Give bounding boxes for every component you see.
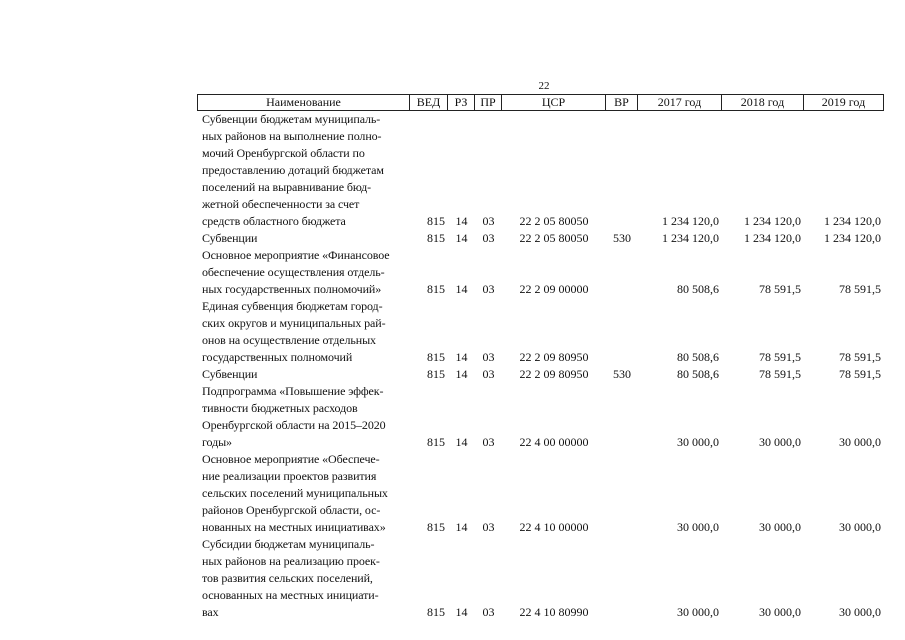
row-ved: 815 xyxy=(427,350,445,364)
row-rz: 14 xyxy=(455,435,468,449)
header-name: Наименование xyxy=(197,94,410,111)
row-name: Единая субвенция бюджетам город- ских округов и муниципальных рай- онов на осуществление отдельных государственных полномочий xyxy=(202,299,386,364)
row-value-2017: 1 234 120,0 xyxy=(662,231,719,245)
row-csr: 22 2 09 80950 xyxy=(519,367,589,381)
row-value-2017: 30 000,0 xyxy=(677,520,719,534)
row-value-2017: 1 234 120,0 xyxy=(662,214,719,228)
row-csr: 22 2 09 00000 xyxy=(519,282,589,296)
row-value-2017: 80 508,6 xyxy=(677,367,719,381)
row-vr: 530 xyxy=(613,231,631,245)
table-row xyxy=(197,383,884,451)
row-name: Субвенции бюджетам муниципаль- ных районов на выполнение полно- мочий Оренбургской области по предоставлению дотаций бюджетам поселений на выравнивание бюд- жетной обеспеченности за счет средств областного бюджета xyxy=(202,112,384,228)
row-value-2018: 30 000,0 xyxy=(759,435,801,449)
row-pr: 03 xyxy=(482,214,495,228)
row-value-2018: 78 591,5 xyxy=(759,282,801,296)
row-name: Субвенции xyxy=(202,231,258,245)
row-rz: 14 xyxy=(455,367,468,381)
row-value-2019: 1 234 120,0 xyxy=(824,214,881,228)
row-value-2019: 30 000,0 xyxy=(839,520,881,534)
header-2017: 2017 год xyxy=(638,94,722,111)
row-pr: 03 xyxy=(482,282,495,296)
row-ved: 815 xyxy=(427,605,445,619)
row-rz: 14 xyxy=(455,231,468,245)
row-ved: 815 xyxy=(427,435,445,449)
row-value-2018: 78 591,5 xyxy=(759,350,801,364)
row-name: Подпрограмма «Повышение эффек- тивности бюджетных расходов Оренбургской области на 2015–2020 годы» xyxy=(202,384,386,449)
table-row xyxy=(197,230,884,247)
row-csr: 22 2 05 80050 xyxy=(519,214,589,228)
budget-table xyxy=(197,94,884,621)
row-value-2019: 78 591,5 xyxy=(839,350,881,364)
row-value-2018: 1 234 120,0 xyxy=(744,231,801,245)
row-ved: 815 xyxy=(427,214,445,228)
table-row xyxy=(197,298,884,366)
row-value-2019: 78 591,5 xyxy=(839,282,881,296)
row-name: Основное мероприятие «Обеспече- ние реализации проектов развития сельских поселений муниципальных районов Оренбургской области, ос- нованных на местных инициативах» xyxy=(202,452,388,534)
row-vr: 530 xyxy=(613,367,631,381)
header-rz: РЗ xyxy=(448,94,475,111)
row-ved: 815 xyxy=(427,231,445,245)
row-pr: 03 xyxy=(482,231,495,245)
table-body xyxy=(197,111,884,621)
row-value-2017: 80 508,6 xyxy=(677,282,719,296)
header-2019: 2019 год xyxy=(804,94,884,111)
table-row xyxy=(197,111,884,230)
page-number: 22 xyxy=(538,80,550,92)
row-csr: 22 4 10 00000 xyxy=(519,520,589,534)
row-value-2019: 78 591,5 xyxy=(839,367,881,381)
row-ved: 815 xyxy=(427,520,445,534)
row-csr: 22 4 10 80990 xyxy=(519,605,589,619)
row-ved: 815 xyxy=(427,282,445,296)
row-value-2019: 30 000,0 xyxy=(839,435,881,449)
row-value-2017: 30 000,0 xyxy=(677,605,719,619)
row-value-2018: 30 000,0 xyxy=(759,520,801,534)
row-pr: 03 xyxy=(482,605,495,619)
row-rz: 14 xyxy=(455,520,468,534)
row-rz: 14 xyxy=(455,605,468,619)
table-header xyxy=(197,94,884,111)
row-name: Субсидии бюджетам муниципаль- ных районов на реализацию проек- тов развития сельских поселений, основанных на местных инициати- вах xyxy=(202,537,380,619)
header-pr: ПР xyxy=(475,94,502,111)
table-row xyxy=(197,536,884,621)
header-ved: ВЕД xyxy=(410,94,448,111)
row-name: Основное мероприятие «Финансовое обеспечение осуществления отдель- ных государственных полномочий» xyxy=(202,248,390,296)
header-2018: 2018 год xyxy=(722,94,804,111)
row-value-2019: 30 000,0 xyxy=(839,605,881,619)
row-pr: 03 xyxy=(482,367,495,381)
row-csr: 22 2 09 80950 xyxy=(519,350,589,364)
row-value-2018: 78 591,5 xyxy=(759,367,801,381)
row-value-2019: 1 234 120,0 xyxy=(824,231,881,245)
row-ved: 815 xyxy=(427,367,445,381)
row-pr: 03 xyxy=(482,350,495,364)
row-rz: 14 xyxy=(455,282,468,296)
header-csr: ЦСР xyxy=(502,94,606,111)
row-rz: 14 xyxy=(455,214,468,228)
header-vr: ВР xyxy=(606,94,638,111)
row-value-2018: 1 234 120,0 xyxy=(744,214,801,228)
row-rz: 14 xyxy=(455,350,468,364)
table-row xyxy=(197,366,884,383)
row-csr: 22 4 00 00000 xyxy=(519,435,589,449)
row-pr: 03 xyxy=(482,520,495,534)
row-name: Субвенции xyxy=(202,367,258,381)
row-csr: 22 2 05 80050 xyxy=(519,231,589,245)
table-row xyxy=(197,451,884,536)
row-value-2017: 80 508,6 xyxy=(677,350,719,364)
table-row xyxy=(197,247,884,298)
row-value-2017: 30 000,0 xyxy=(677,435,719,449)
row-pr: 03 xyxy=(482,435,495,449)
row-value-2018: 30 000,0 xyxy=(759,605,801,619)
